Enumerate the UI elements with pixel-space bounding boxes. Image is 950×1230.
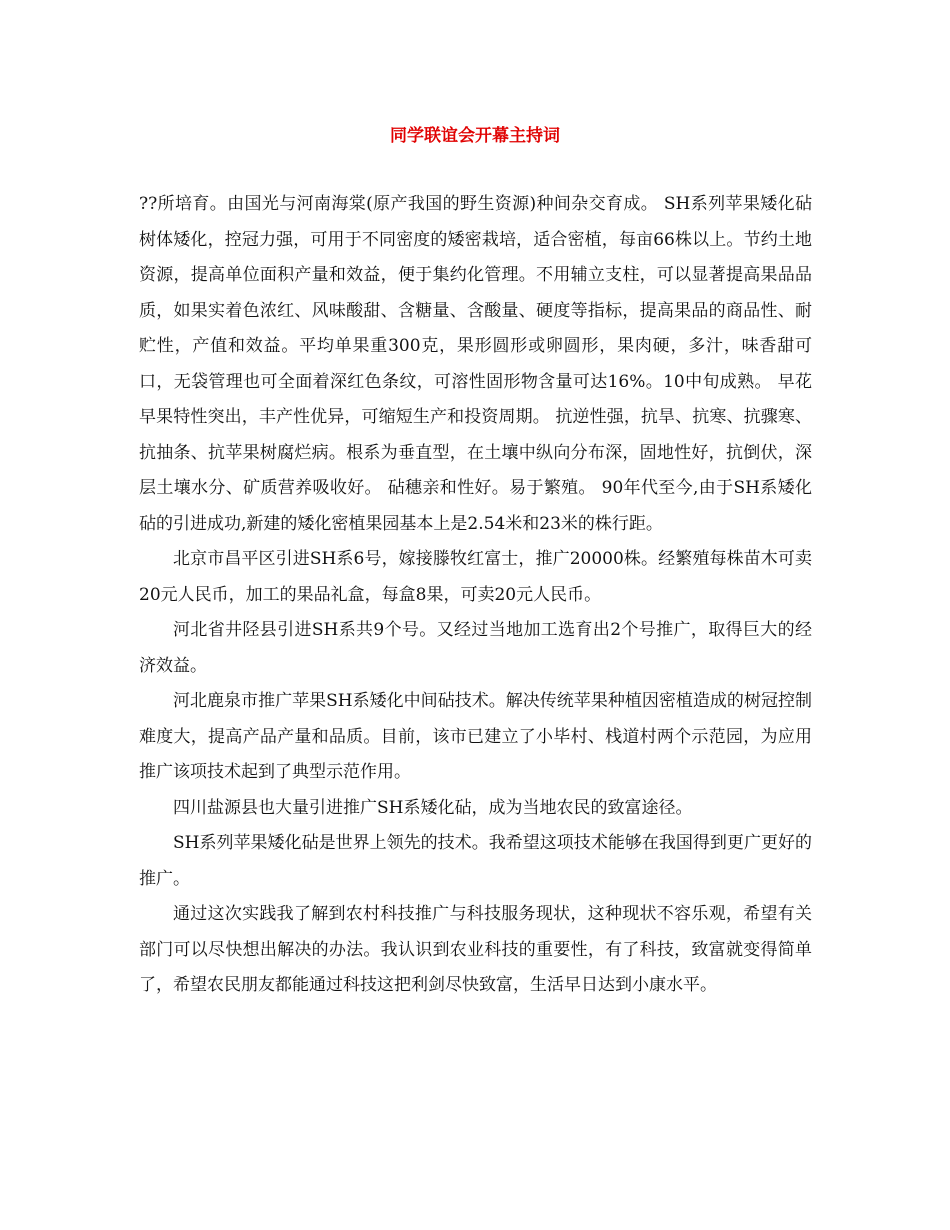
paragraph: 通过这次实践我了解到农村科技推广与科技服务现状，这种现状不容乐观，希望有关部门可以尽快想出解决的办法。我认识到农业科技的重要性，有了科技，致富就变得简单了，希望农民朋友都能通过科技这把利剑尽快致富，生活早日达到小康水平。 <box>139 904 812 995</box>
paragraph: 北京市昌平区引进SH系6号，嫁接滕牧红富士，推广20000株。经繁殖每株苗木可卖20元人民币，加工的果品礼盒，每盒8果，可卖20元人民币。 <box>139 549 812 605</box>
document-title: 同学联谊会开幕主持词 <box>390 126 560 146</box>
paragraph: 河北省井陉县引进SH系共9个号。又经过当地加工选育出2个号推广，取得巨大的经济效益。 <box>139 620 812 676</box>
paragraph: 河北鹿泉市推广苹果SH系矮化中间砧技术。解决传统苹果种植因密植造成的树冠控制难度大，提高产品产量和品质。目前，该市已建立了小毕村、栈道村两个示范园，为应用推广该项技术起到了典型示范作用。 <box>139 691 812 782</box>
document-body <box>139 187 812 1004</box>
paragraph: 四川盐源县也大量引进推广SH系矮化砧，成为当地农民的致富途径。 <box>173 797 693 818</box>
paragraph: ??所培育。由国光与河南海棠(原产我国的野生资源)种间杂交育成。 SH系列苹果矮化砧树体矮化，控冠力强，可用于不同密度的矮密栽培，适合密植，每亩66株以上。节约土地资源，提高单位面积产量和效益，便于集约化管理。不用辅立支柱，可以显著提高果品品质，如果实着色浓红、风味酸甜、含糖量、含酸量、硬度等指标，提高果品的商品性、耐贮性，产值和效益。平均单果重300克，果形圆形或卵圆形，果肉硬，多汁，味香甜可口，无袋管理也可全面着深红色条纹，可溶性固形物含量可达16%。10中旬成熟。 早花早果特性突出，丰产性优异，可缩短生产和投资周期。 抗逆性强，抗旱、抗寒、抗骤寒、抗抽条、抗苹果树腐烂病。根系为垂直型，在土壤中纵向分布深，固地性好，抗倒伏，深层土壤水分、矿质营养吸收好。 砧穗亲和性好。易于繁殖。 90年代至今,由于SH系矮化砧的引进成功,新建的矮化密植果园基本上是2.54米和23米的株行距。 <box>139 194 812 534</box>
paragraph: SH系列苹果矮化砧是世界上领先的技术。我希望这项技术能够在我国得到更广更好的推广。 <box>139 833 812 889</box>
